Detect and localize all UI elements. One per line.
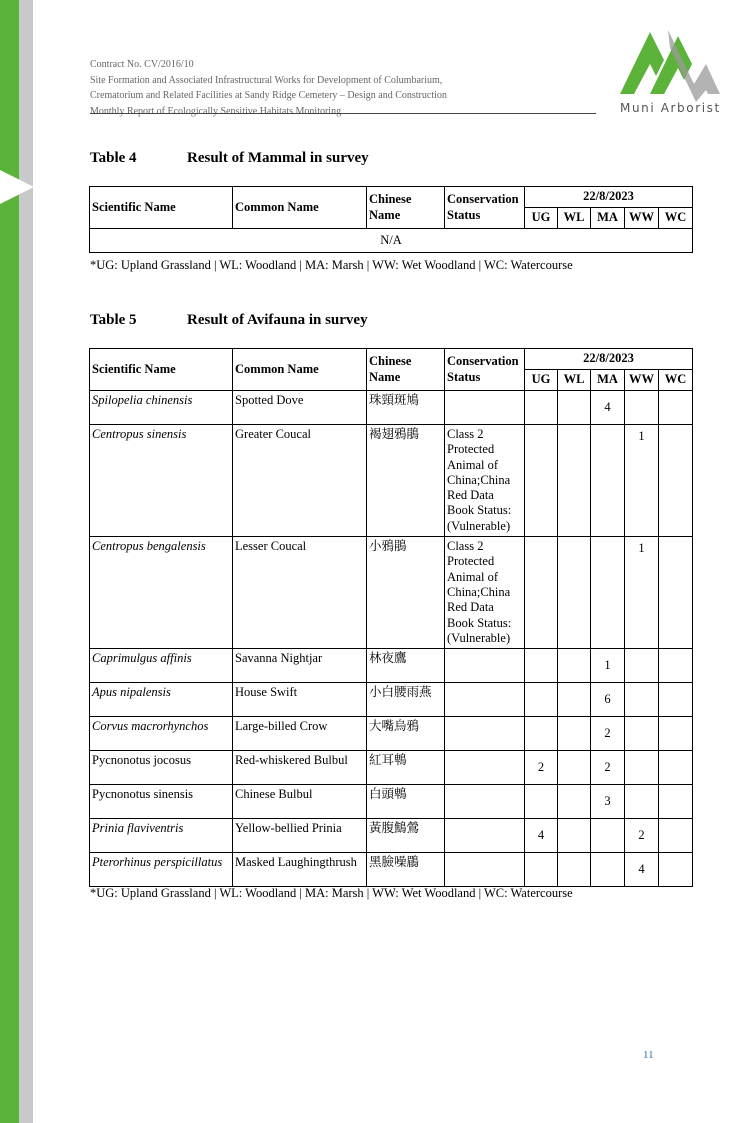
col-habitat-wc: WC: [659, 370, 693, 391]
count-ww-cell: 2: [625, 819, 659, 853]
conservation-status-cell: [445, 819, 525, 853]
table4-label: Table 4: [90, 150, 137, 166]
count-ma-cell: [591, 853, 625, 887]
conservation-status-cell: [445, 785, 525, 819]
scientific-name-cell: Spilopelia chinensis: [90, 391, 233, 425]
common-name-cell: House Swift: [233, 683, 367, 717]
count-wc-cell: [659, 785, 693, 819]
count-wl-cell: [558, 853, 591, 887]
col-habitat-ug: UG: [525, 208, 558, 229]
scientific-name-cell: Pterorhinus perspicillatus: [90, 853, 233, 887]
side-bar-green: [0, 0, 19, 1123]
col-habitat-ma: MA: [591, 208, 625, 229]
count-ww-cell: [625, 751, 659, 785]
logo-wordmark: Muni Arborist: [620, 101, 721, 115]
common-name-cell: Chinese Bulbul: [233, 785, 367, 819]
count-ug-cell: [525, 717, 558, 751]
table-row: [90, 785, 693, 819]
count-ug-cell: [525, 785, 558, 819]
count-ww-cell: [625, 683, 659, 717]
count-ma-cell: [591, 537, 625, 649]
avifauna-table: [89, 348, 693, 887]
project-title-line-1: Site Formation and Associated Infrastructural Works for Development of Columbarium,: [90, 74, 443, 86]
count-wc-cell: [659, 683, 693, 717]
scientific-name-cell: Caprimulgus affinis: [90, 649, 233, 683]
common-name-cell: Red-whiskered Bulbul: [233, 751, 367, 785]
chinese-name-cell: 褐翅鴉鵑: [367, 425, 445, 537]
table-row: [90, 717, 693, 751]
count-wl-cell: [558, 683, 591, 717]
table-row: [90, 751, 693, 785]
table-row: [90, 537, 693, 649]
table5-label: Table 5: [90, 312, 137, 328]
mammal-table: [89, 186, 693, 253]
count-ma-cell: 2: [591, 717, 625, 751]
table5-caption: [90, 312, 368, 329]
count-ma-cell: 3: [591, 785, 625, 819]
conservation-status-cell: [445, 649, 525, 683]
common-name-cell: Greater Coucal: [233, 425, 367, 537]
chinese-name-cell: 小白腰雨燕: [367, 683, 445, 717]
count-ug-cell: [525, 537, 558, 649]
side-bar-notch: [0, 170, 34, 204]
count-ma-cell: 2: [591, 751, 625, 785]
count-ww-cell: [625, 649, 659, 683]
count-ww-cell: [625, 391, 659, 425]
header-divider: [90, 113, 596, 114]
count-wl-cell: [558, 785, 591, 819]
common-name-cell: Yellow-bellied Prinia: [233, 819, 367, 853]
conservation-status-cell: [445, 717, 525, 751]
page-number: 11: [643, 1049, 654, 1061]
count-wl-cell: [558, 751, 591, 785]
table-row: [90, 391, 693, 425]
count-ww-cell: 1: [625, 425, 659, 537]
col-habitat-ug: UG: [525, 370, 558, 391]
mammal-empty-row: N/A: [90, 229, 693, 253]
table-row: [90, 819, 693, 853]
scientific-name-cell: Apus nipalensis: [90, 683, 233, 717]
contract-number: Contract No. CV/2016/10: [90, 59, 194, 70]
conservation-status-cell: [445, 751, 525, 785]
table4-legend-note: *UG: Upland Grassland | WL: Woodland | MA: Marsh | WW: Wet Woodland | WC: Watercourse: [90, 258, 573, 272]
count-ug-cell: 2: [525, 751, 558, 785]
table-row: [90, 649, 693, 683]
conservation-status-cell: [445, 683, 525, 717]
col-common-name: Common Name: [233, 187, 367, 229]
count-ma-cell: 1: [591, 649, 625, 683]
count-wl-cell: [558, 819, 591, 853]
chinese-name-cell: 黃腹鷦鶯: [367, 819, 445, 853]
count-ug-cell: [525, 425, 558, 537]
col-habitat-wc: WC: [659, 208, 693, 229]
table4-title: Result of Mammal in survey: [187, 150, 369, 166]
common-name-cell: Savanna Nightjar: [233, 649, 367, 683]
count-wl-cell: [558, 537, 591, 649]
report-title: Monthly Report of Ecologically Sensitive Habitats Monitoring: [90, 105, 342, 117]
count-ug-cell: 4: [525, 819, 558, 853]
scientific-name-cell: Pycnonotus sinensis: [90, 785, 233, 819]
conservation-status-cell: Class 2 Protected Animal of China;China Red Data Book Status: (Vulnerable): [445, 425, 525, 537]
count-ug-cell: [525, 683, 558, 717]
scientific-name-cell: Centropus bengalensis: [90, 537, 233, 649]
chinese-name-cell: 小鴉鵑: [367, 537, 445, 649]
chinese-name-cell: 黑臉噪鶥: [367, 853, 445, 887]
count-ma-cell: [591, 425, 625, 537]
table-row: [90, 683, 693, 717]
count-ww-cell: 4: [625, 853, 659, 887]
chinese-name-cell: 白頭鵯: [367, 785, 445, 819]
col-conservation-status: Conservation Status: [445, 349, 525, 391]
count-ug-cell: [525, 649, 558, 683]
count-wc-cell: [659, 649, 693, 683]
conservation-status-cell: Class 2 Protected Animal of China;China Red Data Book Status: (Vulnerable): [445, 537, 525, 649]
common-name-cell: Masked Laughingthrush: [233, 853, 367, 887]
count-wc-cell: [659, 425, 693, 537]
count-wl-cell: [558, 391, 591, 425]
conservation-status-cell: [445, 391, 525, 425]
conservation-status-cell: [445, 853, 525, 887]
common-name-cell: Lesser Coucal: [233, 537, 367, 649]
count-ma-cell: [591, 819, 625, 853]
project-title-line-2: Crematorium and Related Facilities at Sandy Ridge Cemetery – Design and Construction: [90, 90, 447, 101]
chinese-name-cell: 林夜鷹: [367, 649, 445, 683]
col-scientific-name: Scientific Name: [90, 187, 233, 229]
col-conservation-status: Conservation Status: [445, 187, 525, 229]
table5-title: Result of Avifauna in survey: [187, 312, 368, 328]
col-habitat-ww: WW: [625, 208, 659, 229]
col-scientific-name: Scientific Name: [90, 349, 233, 391]
report-header: [90, 57, 596, 119]
chinese-name-cell: 大嘴烏鴉: [367, 717, 445, 751]
col-habitat-wl: WL: [558, 370, 591, 391]
count-ug-cell: [525, 391, 558, 425]
common-name-cell: Spotted Dove: [233, 391, 367, 425]
count-ww-cell: 1: [625, 537, 659, 649]
count-ww-cell: [625, 717, 659, 751]
col-habitat-ww: WW: [625, 370, 659, 391]
side-bar-gray: [19, 0, 33, 1123]
count-ma-cell: 6: [591, 683, 625, 717]
col-habitat-wl: WL: [558, 208, 591, 229]
count-wc-cell: [659, 717, 693, 751]
scientific-name-cell: Corvus macrorhynchos: [90, 717, 233, 751]
table5-legend-note: *UG: Upland Grassland | WL: Woodland | MA: Marsh | WW: Wet Woodland | WC: Watercourse: [90, 886, 573, 900]
count-wc-cell: [659, 853, 693, 887]
col-survey-date: 22/8/2023: [525, 349, 693, 370]
scientific-name-cell: Prinia flaviventris: [90, 819, 233, 853]
chinese-name-cell: 紅耳鵯: [367, 751, 445, 785]
col-survey-date: 22/8/2023: [525, 187, 693, 208]
col-common-name: Common Name: [233, 349, 367, 391]
common-name-cell: Large-billed Crow: [233, 717, 367, 751]
chinese-name-cell: 珠頸斑鳩: [367, 391, 445, 425]
count-wc-cell: [659, 391, 693, 425]
scientific-name-cell: Pycnonotus jocosus: [90, 751, 233, 785]
count-wc-cell: [659, 751, 693, 785]
count-wc-cell: [659, 537, 693, 649]
col-habitat-ma: MA: [591, 370, 625, 391]
count-wl-cell: [558, 425, 591, 537]
table4-caption: [90, 150, 369, 167]
count-wl-cell: [558, 717, 591, 751]
col-chinese-name: Chinese Name: [367, 187, 445, 229]
count-ww-cell: [625, 785, 659, 819]
count-wl-cell: [558, 649, 591, 683]
table-row: [90, 425, 693, 537]
col-chinese-name: Chinese Name: [367, 349, 445, 391]
scientific-name-cell: Centropus sinensis: [90, 425, 233, 537]
table-row: [90, 853, 693, 887]
count-wc-cell: [659, 819, 693, 853]
count-ug-cell: [525, 853, 558, 887]
count-ma-cell: 4: [591, 391, 625, 425]
